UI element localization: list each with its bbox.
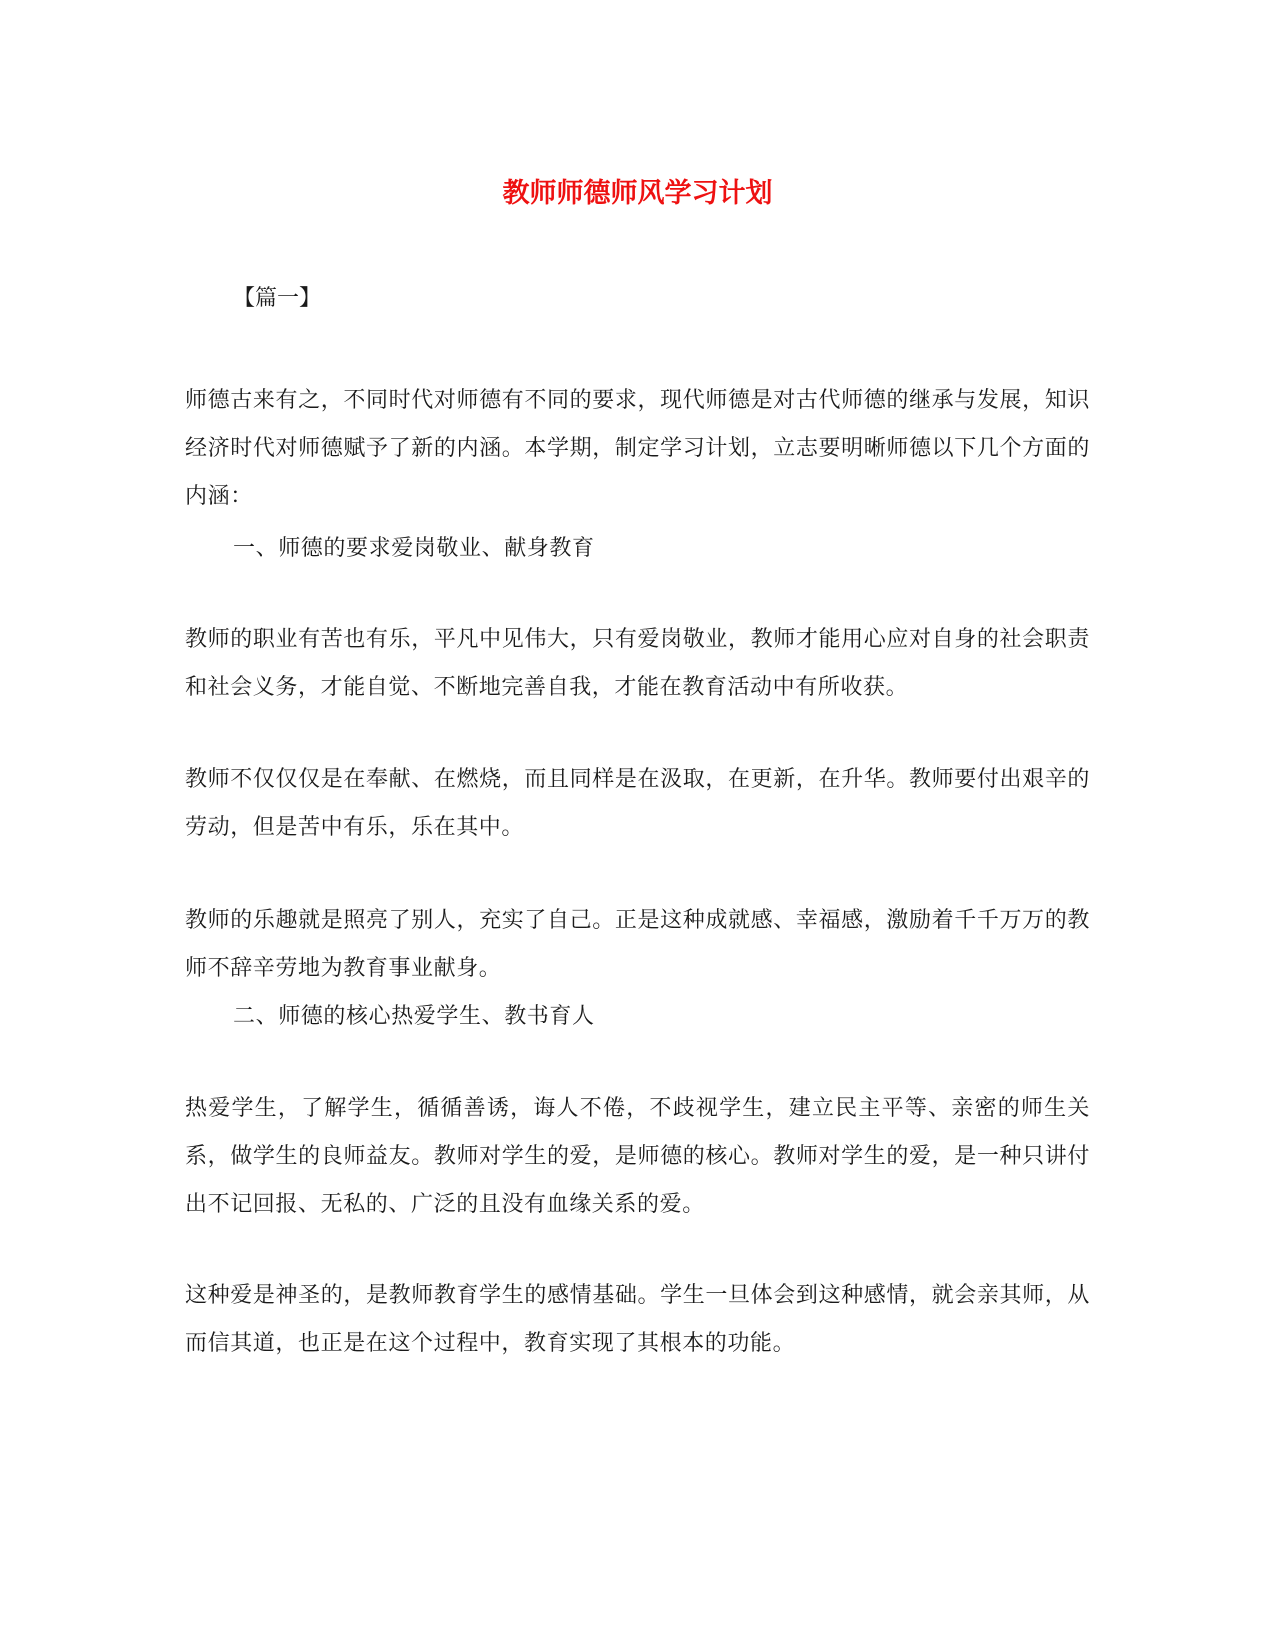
paragraph-sacred-love: 这种爱是神圣的，是教师教育学生的感情基础。学生一旦体会到这种感情，就会亲其师，从而信其道，也正是在这个过程中，教育实现了其根本的功能。 [185,1283,1090,1356]
paragraph-joy: 教师的乐趣就是照亮了别人，充实了自己。正是这种成就感、幸福感，激励着千千万万的教师不辞辛劳地为教育事业献身。 [185,908,1090,981]
paragraph-love-students: 热爱学生，了解学生，循循善诱，诲人不倦，不歧视学生，建立民主平等、亲密的师生关系，做学生的良师益友。教师对学生的爱，是师德的核心。教师对学生的爱，是一种只讲付出不记回报、无私的、广泛的且没有血缘关系的爱。 [185,1096,1090,1217]
paragraph-profession: 教师的职业有苦也有乐，平凡中见伟大，只有爱岗敬业，教师才能用心应对自身的社会职责和社会义务，才能自觉、不断地完善自我，才能在教育活动中有所收获。 [185,627,1090,700]
section-heading-1: 一、师德的要求爱岗敬业、献身教育 [233,536,595,561]
paragraph-intro: 师德古来有之，不同时代对师德有不同的要求，现代师德是对古代师德的继承与发展，知识经济时代对师德赋予了新的内涵。本学期，制定学习计划，立志要明晰师德以下几个方面的内涵： [185,388,1090,509]
paragraph-dedication: 教师不仅仅仅是在奉献、在燃烧，而且同样是在汲取，在更新，在升华。教师要付出艰辛的劳动，但是苦中有乐，乐在其中。 [185,767,1090,840]
section-heading-2: 二、师德的核心热爱学生、教书育人 [233,1004,595,1029]
section-label: 【篇一】 [233,286,322,311]
document-title: 教师师德师风学习计划 [502,178,773,209]
